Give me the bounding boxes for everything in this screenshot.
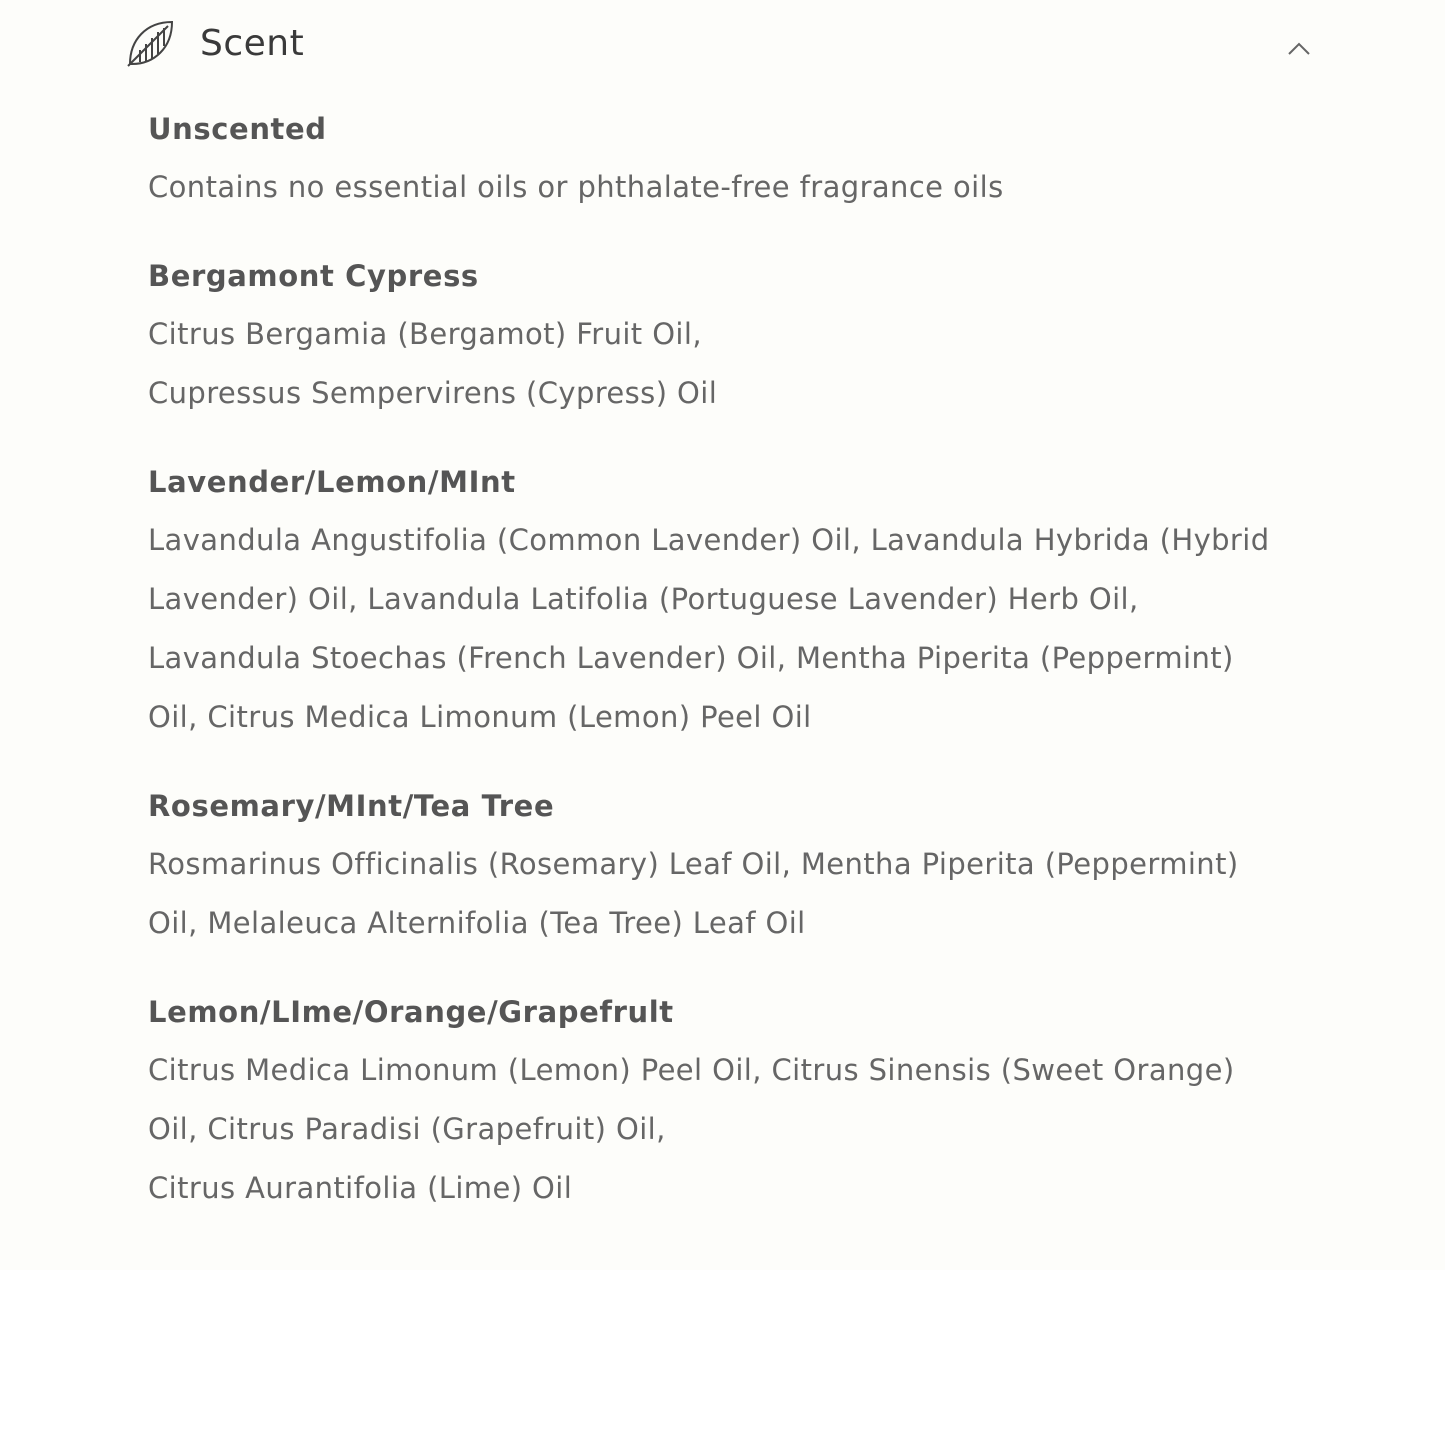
scent-name: Unscented: [148, 112, 327, 146]
scent-description: Citrus Medica Limonum (Lemon) Peel Oil, Citrus Sinensis (Sweet Orange) Oil, Citrus Paradisi (Grapefruit) Oil, Citrus Aurantifolia (Lime) Oil: [148, 1053, 1235, 1205]
scent-accordion-toggle[interactable]: [0, 0, 1445, 90]
scent-description: Lavandula Angustifolia (Common Lavender) Oil, Lavandula Hybrida (Hybrid Lavender) Oil, Lavandula Latifolia (Portuguese Lavender) Herb Oil, Lavandula Stoechas (French Lavender) Oil, Mentha Piperita (Peppermint) Oil, Citrus Medica Limonum (Lemon) Peel Oil: [148, 523, 1270, 734]
scent-description: Citrus Bergamia (Bergamot) Fruit Oil, Cupressus Sempervirens (Cypress) Oil: [148, 317, 718, 410]
scent-item: [148, 104, 1368, 217]
scent-name: Bergamont Cypress: [148, 259, 479, 293]
scent-item: [148, 457, 1368, 747]
leaf-icon: [124, 18, 176, 70]
chevron-up-icon[interactable]: [1284, 36, 1314, 60]
scent-item: [148, 781, 1368, 953]
scent-item: [148, 251, 1368, 423]
scent-item: [148, 987, 1368, 1218]
scent-description: Rosmarinus Officinalis (Rosemary) Leaf Oil, Mentha Piperita (Peppermint) Oil, Melaleuca Alternifolia (Tea Tree) Leaf Oil: [148, 847, 1239, 940]
scent-list: [148, 104, 1368, 1252]
scent-description: Contains no essential oils or phthalate-free fragrance oils: [148, 170, 1004, 204]
accordion-title: Scent: [200, 23, 305, 64]
scent-name: Rosemary/MInt/Tea Tree: [148, 789, 555, 823]
scent-name: Lavender/Lemon/MInt: [148, 465, 516, 499]
scent-name: Lemon/LIme/Orange/Grapefrult: [148, 995, 674, 1029]
